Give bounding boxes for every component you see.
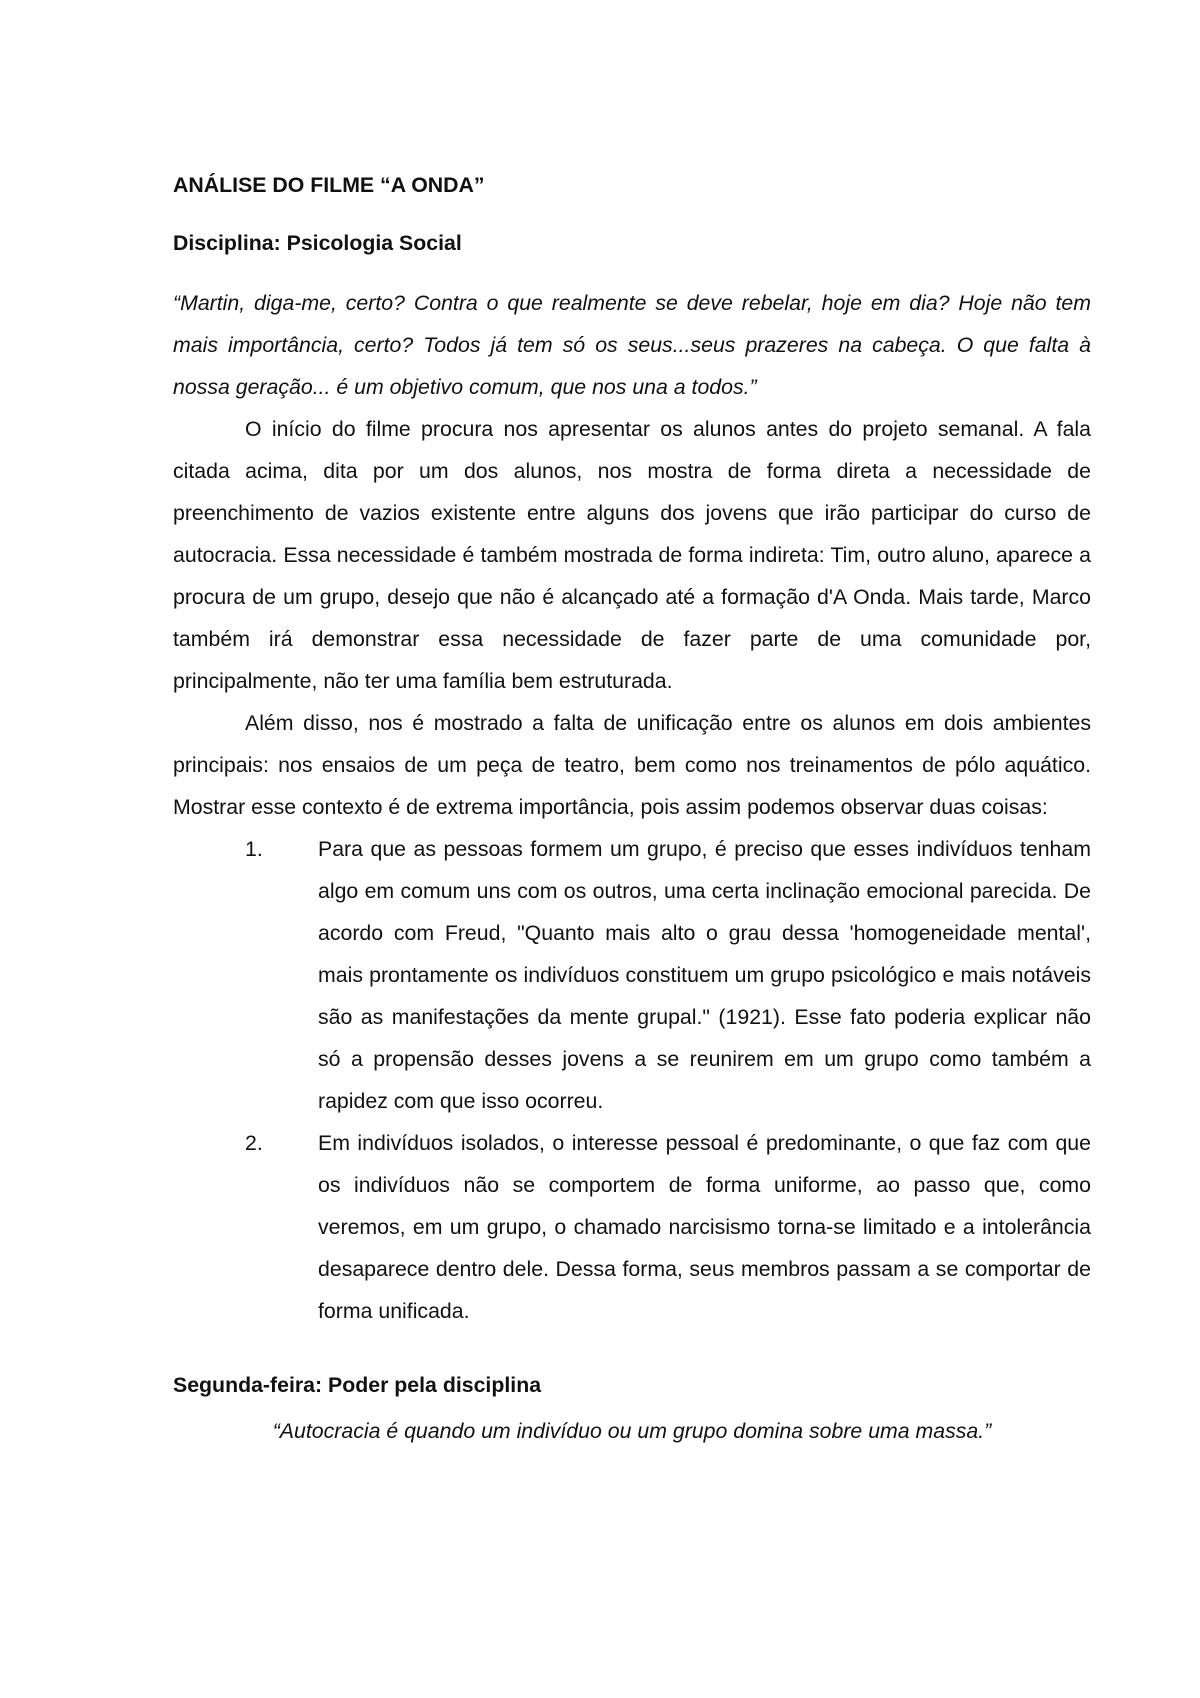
list-item-text: Para que as pessoas formem um grupo, é preciso que esses indivíduos tenham algo em comum uns com os outros, uma certa inclinação emocional parecida. De acordo com Freud, "Quanto mais alto o grau dessa 'homogeneidade mental', mais prontamente os indivíduos constituem um grupo psicológico e mais notáveis são as manifestações da mente grupal." (1921). Esse fato poderia explicar não só a propensão desses jovens a se reunirem em um grupo como também a rapidez com que isso ocorreu. — [318, 837, 1091, 1113]
discipline-subtitle: Disciplina: Psicologia Social — [173, 231, 462, 255]
body-paragraph: O início do filme procura nos apresentar os alunos antes do projeto semanal. A fala citada acima, dita por um dos alunos, nos mostra de forma direta a necessidade de preenchimento de vazios existente entre alguns dos jovens que irão participar do curso de autocracia. Essa necessidade é também mostrada de forma indireta: Tim, outro aluno, aparece a procura de um grupo, desejo que não é alcançado até a formação d'A Onda. Mais tarde, Marco também irá demonstrar essa necessidade de fazer parte de uma comunidade por, principalmente, não ter uma família bem estruturada. — [173, 417, 1091, 693]
list-item-number: 2. — [245, 1131, 263, 1155]
document-page — [173, 170, 1091, 1452]
list-item — [173, 828, 1091, 1122]
document-title: ANÁLISE DO FILME “A ONDA” — [173, 173, 485, 197]
numbered-list — [173, 828, 1091, 1332]
list-item — [173, 1122, 1091, 1332]
body-paragraph: Além disso, nos é mostrado a falta de unificação entre os alunos em dois ambientes principais: nos ensaios de um peça de teatro, bem como nos treinamentos de pólo aquático. Mostrar esse contexto é de extrema importância, pois assim podemos observar duas coisas: — [173, 711, 1091, 819]
list-item-text: Em indivíduos isolados, o interesse pessoal é predominante, o que faz com que os indivíduos não se comportem de forma uniforme, ao passo que, como veremos, em um grupo, o chamado narcisismo torna-se limitado e a intolerância desaparece dentro dele. Dessa forma, seus membros passam a se comportar de forma unificada. — [318, 1131, 1091, 1323]
section-heading: Segunda-feira: Poder pela disciplina — [173, 1373, 542, 1397]
section-quote: “Autocracia é quando um indivíduo ou um grupo domina sobre uma massa.” — [272, 1419, 992, 1443]
list-item-number: 1. — [245, 837, 263, 861]
opening-quote: “Martin, diga-me, certo? Contra o que realmente se deve rebelar, hoje em dia? Hoje não tem mais importância, certo? Todos já tem só os seus...seus prazeres na cabeça. O que falta à nossa geração... é um objetivo comum, que nos una a todos.” — [173, 291, 1091, 399]
